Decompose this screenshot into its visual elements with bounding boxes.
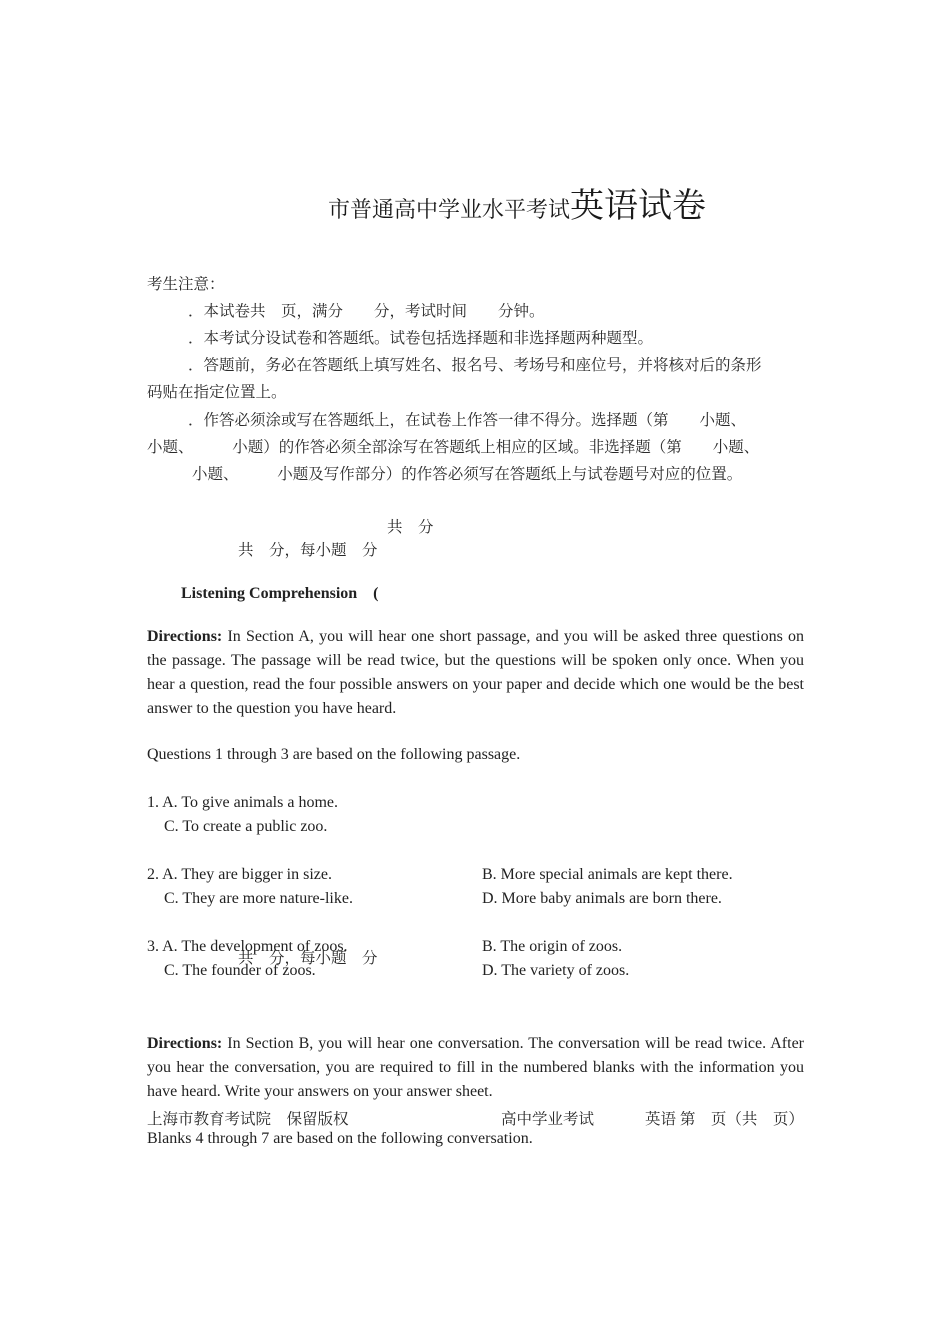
notice-heading: 考生注意： — [147, 276, 225, 293]
question-3-option-c: C. The founder of zoos. — [164, 962, 316, 979]
directions-label: Directions: — [147, 628, 223, 645]
section-b-directions — [147, 1032, 804, 1104]
directions-text: In Section B, you will hear one conversation. The conversation will be read twice. After you hear the conversation, you are required to fill in the numbered blanks with the information you have heard. Write your answers on your answer sheet. — [147, 1035, 805, 1100]
footer-copyright: 上海市教育考试院 保留版权 — [147, 1111, 349, 1128]
question-2-option-d: D. More baby animals are born there. — [482, 890, 722, 907]
passage-intro: Questions 1 through 3 are based on the following passage. — [147, 746, 521, 763]
notice-item-1: ．本试卷共 页，满分 分，考试时间 分钟。 — [188, 303, 545, 320]
notice-item-4-line-3: 小题、 小题及写作部分）的作答必须写在答题纸上与试卷题号对应的位置。 — [192, 466, 743, 483]
title-prefix: 市普通高中学业水平考试 — [328, 197, 571, 222]
notice-item-4-line-2: 小题、 小题）的作答必须全部涂写在答题纸上相应的区域。非选择题（第 小题、 — [147, 439, 760, 456]
question-1-option-c: C. To create a public zoo. — [164, 818, 328, 835]
question-3-option-a: 3. A. The development of zoos. — [147, 938, 348, 955]
blanks-intro: Blanks 4 through 7 are based on the following conversation. — [147, 1130, 533, 1147]
title-subject: 英语试卷 — [570, 188, 707, 225]
part-score: 共 分 — [387, 519, 434, 536]
directions-label: Directions: — [147, 1035, 223, 1052]
question-3-option-b: B. The origin of zoos. — [482, 938, 623, 955]
question-3-option-d: D. The variety of zoos. — [482, 962, 630, 979]
notice-item-4-line-1: ．作答必须涂或写在答题纸上，在试卷上作答一律不得分。选择题（第 小题、 — [188, 412, 747, 429]
notice-item-3-line-2: 码贴在指定位置上。 — [147, 384, 287, 401]
notice-item-2: ．本考试分设试卷和答题纸。试卷包括选择题和非选择题两种题型。 — [188, 330, 654, 347]
section-score: 共 分，每小题 分 — [238, 542, 378, 559]
question-2-option-c: C. They are more nature-like. — [164, 890, 353, 907]
question-1-option-a: 1. A. To give animals a home. — [147, 794, 338, 811]
listening-title: Listening Comprehension ( — [181, 585, 379, 602]
question-2-option-b: B. More special animals are kept there. — [482, 866, 733, 883]
section-a-directions — [147, 625, 804, 721]
notice-item-3-line-1: ．答题前，务必在答题纸上填写姓名、报名号、考场号和座位号，并将核对后的条形 — [188, 357, 762, 374]
question-2-option-a: 2. A. They are bigger in size. — [147, 866, 332, 883]
footer-page-number: 英语 第 页（共 页） — [645, 1111, 804, 1128]
overlay-section-score: 共 分，每小题 分 — [238, 950, 378, 967]
page-title — [328, 178, 706, 227]
footer-exam-name: 高中学业考试 — [501, 1111, 595, 1128]
directions-text: In Section A, you will hear one short passage, and you will be asked three questions on the passage. The passage will be read twice, but the questions will be spoken only once. When you hear a question, read the four possible answers on your paper and decide which one would be the best answer to the question you have heard. — [147, 628, 805, 717]
